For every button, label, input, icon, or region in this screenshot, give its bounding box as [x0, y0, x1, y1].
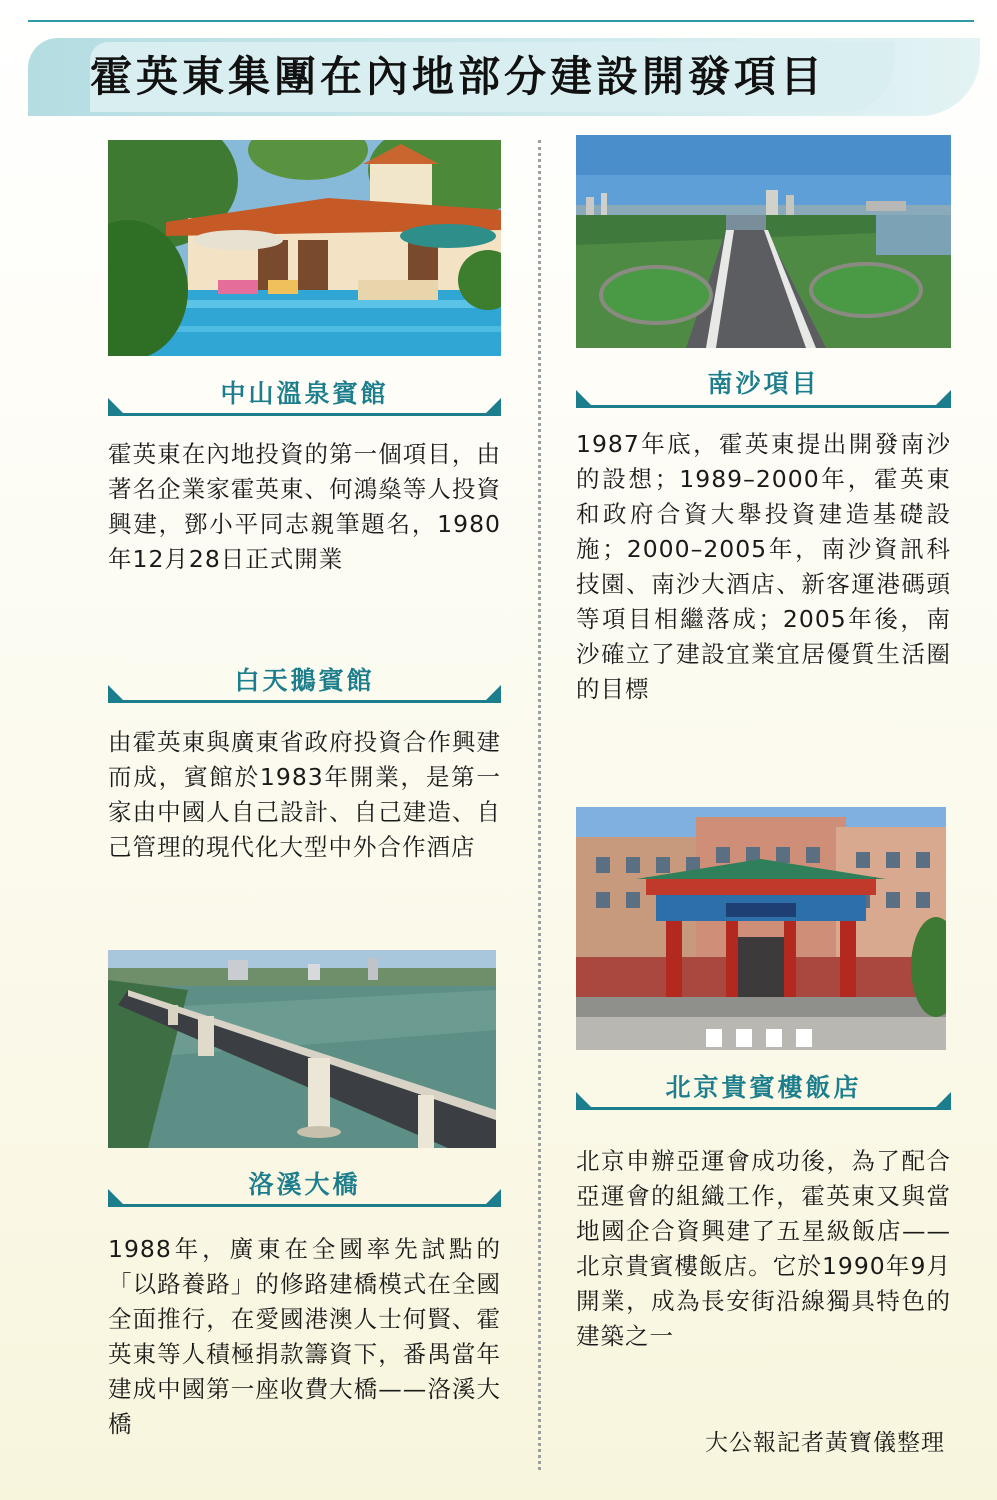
section-text-white-swan: 由霍英東與廣東省政府投資合作興建而成，賓館於1983年開業，是第一家由中國人自己設計、自己建造、自己管理的現代化大型中外合作酒店	[108, 728, 501, 861]
section-text-nansha: 1987年底，霍英東提出開發南沙的設想；1989–2000年，霍英東和政府合資大舉投資建造基礎設施；2000–2005年，南沙資訊科技園、南沙大酒店、新客運港碼頭等項目相繼落成；2005年後，南沙確立了建設宜業宜居優質生活圈的目標	[576, 430, 951, 703]
nansha-photo	[576, 135, 951, 348]
page-title: 霍英東集團在內地部分建設開發項目	[90, 52, 827, 101]
column-divider	[538, 140, 541, 1470]
section-underline-white-swan	[108, 685, 501, 703]
reporter-credit: 大公報記者黃寶儀整理	[705, 1430, 945, 1456]
section-underline-beijing	[576, 1092, 951, 1110]
section-title-beijing: 北京貴賓樓飯店	[665, 1073, 862, 1102]
zhongshan-hotel-photo	[108, 140, 501, 356]
section-text-beijing: 北京申辦亞運會成功後，為了配合亞運會的組織工作，霍英東又與當地國企合資興建了五星級飯店——北京貴賓樓飯店。它於1990年9月開業，成為長安街沿線獨具特色的建築之一	[576, 1147, 951, 1350]
section-text-luoxi: 1988年，廣東在全國率先試點的「以路養路」的修路建橋模式在全國全面推行，在愛國港澳人士何賢、霍英東等人積極捐款籌資下，番禺當年建成中國第一座收費大橋——洛溪大橋	[108, 1235, 501, 1438]
section-underline-luoxi	[108, 1189, 501, 1207]
beijing-hotel-photo	[576, 807, 946, 1050]
section-title-nansha: 南沙項目	[707, 369, 820, 398]
section-title-white-swan: 白天鵝賓館	[234, 666, 375, 695]
section-title-luoxi: 洛溪大橋	[248, 1170, 361, 1199]
top-rule	[28, 20, 974, 22]
section-underline-zhongshan	[108, 398, 501, 416]
section-underline-nansha	[576, 390, 951, 408]
section-title-zhongshan: 中山溫泉賓館	[220, 379, 389, 408]
luoxi-bridge-photo	[108, 950, 496, 1148]
section-text-zhongshan: 霍英東在內地投資的第一個項目，由著名企業家霍英東、何鴻燊等人投資興建，鄧小平同志親筆題名，1980年12月28日正式開業	[108, 440, 501, 573]
